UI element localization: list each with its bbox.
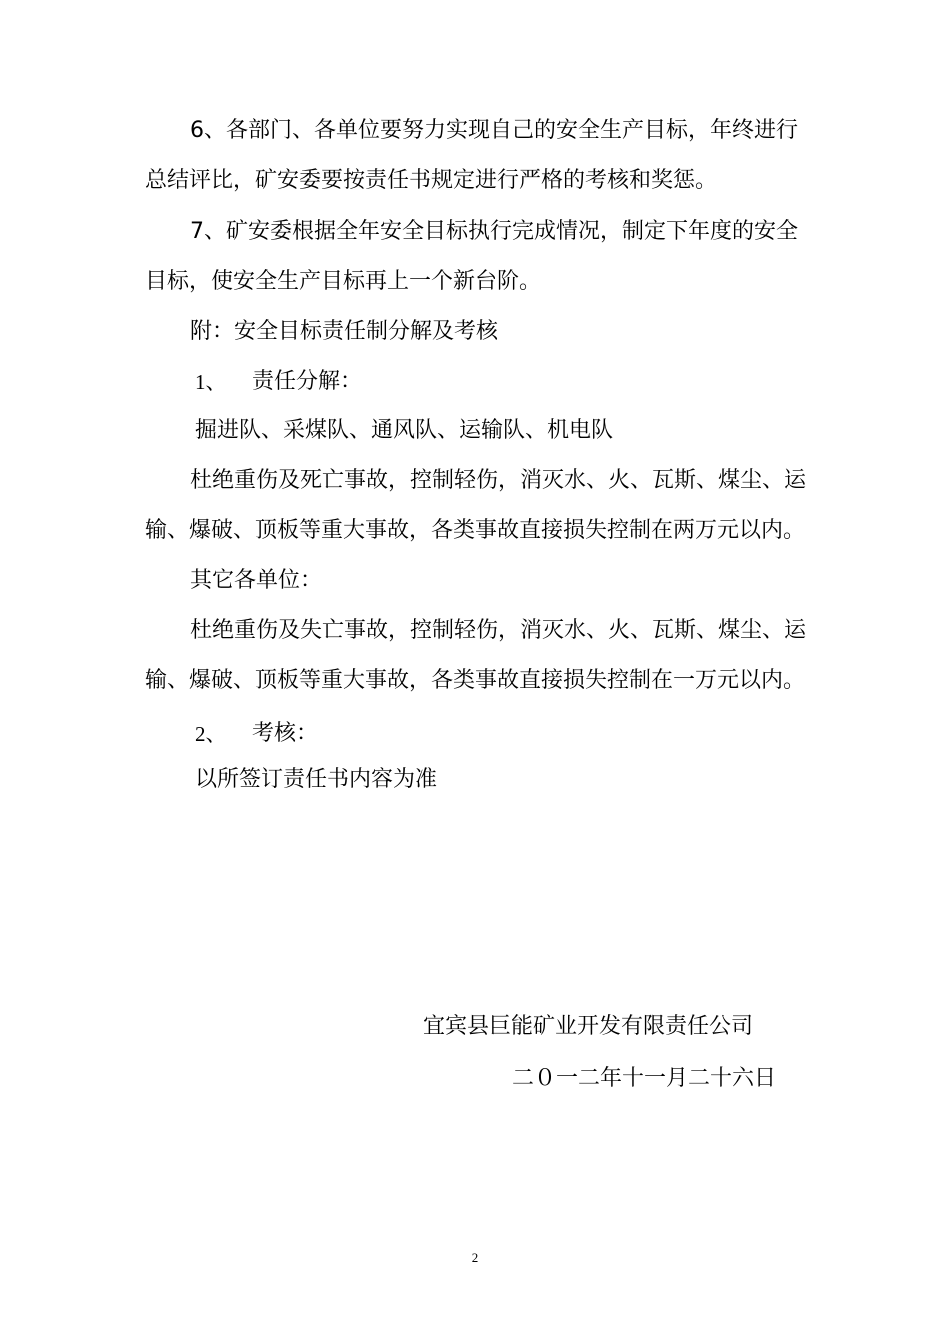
section2-label: 考核：	[252, 721, 319, 746]
teams-list: 掘进队、采煤队、通风队、运输队、机电队	[195, 418, 614, 443]
section2-number: 2、	[195, 722, 227, 746]
appendix-title: 附：安全目标责任制分解及考核	[190, 319, 499, 344]
assessment-basis: 以所签订责任书内容为准	[195, 767, 438, 792]
other-goal-line2: 输、爆破、顶板等重大事故，各类事故直接损失控制在一万元以内。	[145, 668, 806, 693]
item6-line2: 总结评比，矿安委要按责任书规定进行严格的考核和奖惩。	[145, 168, 718, 193]
teams-goal-line2: 输、爆破、顶板等重大事故，各类事故直接损失控制在两万元以内。	[145, 518, 806, 543]
teams-goal-line1: 杜绝重伤及死亡事故，控制轻伤，消灭水、火、瓦斯、煤尘、运	[190, 468, 807, 493]
item7-line1: 7、矿安委根据全年安全目标执行完成情况，制定下年度的安全	[190, 219, 798, 244]
section1-number: 1、	[195, 370, 227, 394]
page-number: 2	[471, 1250, 479, 1265]
other-units-heading: 其它各单位：	[190, 568, 323, 593]
signature-date: 二０一二年十一月二十六日	[512, 1066, 777, 1091]
item7-line2: 目标，使安全生产目标再上一个新台阶。	[145, 269, 542, 294]
item6-line1: 6、各部门、各单位要努力实现自己的安全生产目标，年终进行	[190, 118, 798, 143]
other-goal-line1: 杜绝重伤及失亡事故，控制轻伤，消灭水、火、瓦斯、煤尘、运	[190, 618, 807, 643]
signature-company: 宜宾县巨能矿业开发有限责任公司	[423, 1014, 754, 1039]
section1-label: 责任分解：	[252, 369, 363, 394]
